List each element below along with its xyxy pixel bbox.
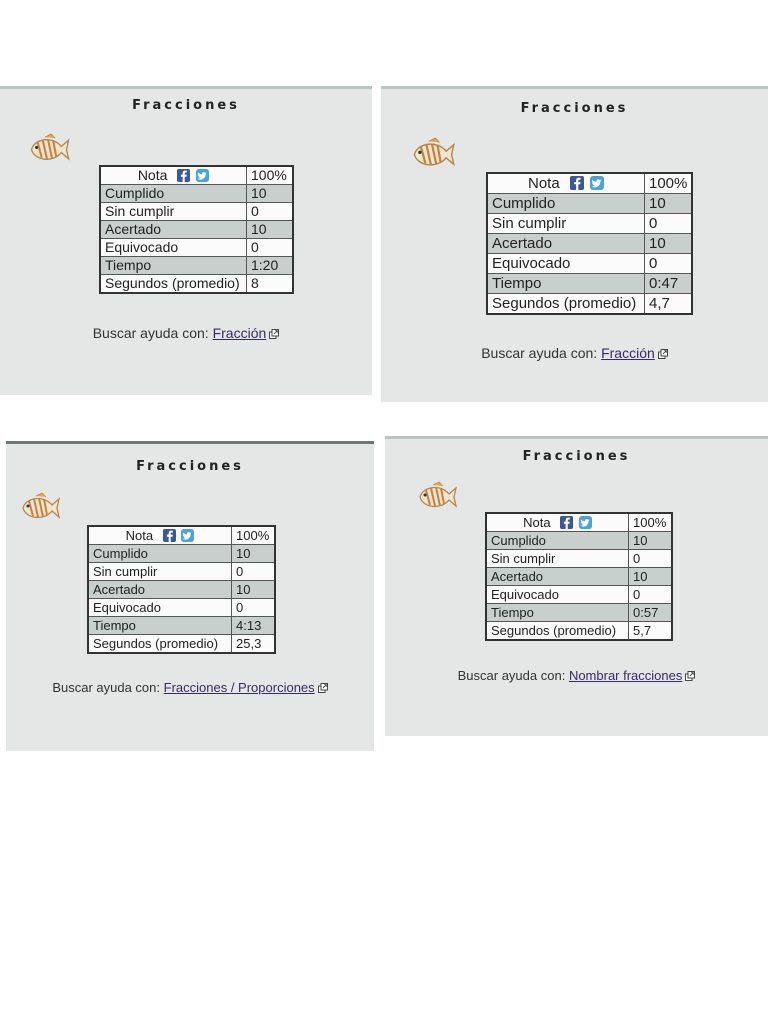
row-value: 5,7 [629,622,673,641]
row-value: 8 [247,275,294,294]
row-value: 0 [232,599,276,617]
result-card-1 [0,86,372,395]
row-value: 0 [232,563,276,581]
table-row [486,586,672,604]
table-header-row [486,513,672,532]
table-row [88,635,275,654]
score-value: 100% [629,513,673,532]
table-row [487,214,692,234]
row-label: Segundos (promedio) [88,635,232,654]
nota-header [486,513,629,532]
table-row [100,203,293,221]
table-row [487,294,692,315]
row-value: 0:57 [629,604,673,622]
row-value: 0 [645,254,693,274]
table-row [486,532,672,550]
card-title: Fracciones [132,98,240,113]
twitter-icon[interactable] [181,529,194,542]
table-row [486,622,672,641]
row-label: Segundos (promedio) [486,622,629,641]
nota-header [487,173,645,194]
row-label: Cumplido [88,545,232,563]
result-card-4 [385,436,768,736]
external-link-icon[interactable] [658,349,668,359]
help-link[interactable]: Fracción [601,345,655,361]
fish-icon [411,137,455,172]
row-value: 10 [629,532,673,550]
help-line [6,680,374,695]
row-label: Sin cumplir [487,214,645,234]
table-row [487,274,692,294]
result-card-2 [381,86,768,402]
row-value: 0 [247,203,294,221]
table-row [88,545,275,563]
table-row [100,257,293,275]
nota-label: Nota [527,174,560,192]
help-prefix: Buscar ayuda con: [92,325,209,341]
table-row [88,563,275,581]
table-row [88,617,275,635]
row-value: 10 [645,194,693,214]
row-value: 4:13 [232,617,276,635]
external-link-icon[interactable] [685,671,695,681]
row-value: 10 [232,581,276,599]
score-value: 100% [247,166,294,185]
fish-icon [417,481,457,513]
results-table [486,172,693,315]
row-value: 10 [629,568,673,586]
card-title: Fracciones [520,101,629,116]
row-value: 0 [629,550,673,568]
row-value: 10 [247,185,294,203]
help-line [381,345,768,361]
fish-icon [28,133,70,166]
row-label: Equivocado [88,599,232,617]
nota-label: Nota [137,167,168,184]
nota-label: Nota [125,527,154,543]
row-value: 0 [629,586,673,604]
card-title: Fracciones [522,449,631,464]
help-prefix: Buscar ayuda con: [481,345,598,361]
row-label: Segundos (promedio) [487,294,645,315]
table-row [486,550,672,568]
row-value: 4,7 [645,294,693,315]
table-row [100,221,293,239]
help-link[interactable]: Nombrar fracciones [568,668,683,683]
row-value: 10 [247,221,294,239]
help-line [0,325,372,341]
row-label: Cumplido [486,532,629,550]
table-row [88,599,275,617]
results-table [485,512,673,641]
row-label: Acertado [487,234,645,254]
help-prefix: Buscar ayuda con: [52,680,161,695]
table-header-row [100,166,293,185]
help-link[interactable]: Fracciones / Proporciones [163,680,315,695]
table-row [487,234,692,254]
results-table [87,525,276,654]
fish-icon [20,492,60,524]
nota-header [100,166,247,185]
row-label: Sin cumplir [486,550,629,568]
row-value: 10 [645,234,693,254]
table-row [100,239,293,257]
twitter-icon[interactable] [196,169,209,182]
table-row [100,275,293,294]
row-label: Tiempo [487,274,645,294]
row-value: 10 [232,545,276,563]
twitter-icon[interactable] [590,176,604,190]
row-label: Acertado [88,581,232,599]
external-link-icon[interactable] [318,683,328,693]
help-prefix: Buscar ayuda con: [457,668,566,683]
twitter-icon[interactable] [579,516,592,529]
nota-label: Nota [523,514,551,530]
score-value: 100% [645,173,693,194]
row-label: Acertado [100,221,247,239]
row-label: Sin cumplir [100,203,247,221]
facebook-icon[interactable] [560,516,573,529]
table-header-row [487,173,692,194]
row-label: Sin cumplir [88,563,232,581]
row-value: 0 [247,239,294,257]
table-row [487,254,692,274]
row-label: Acertado [486,568,629,586]
help-link[interactable]: Fracción [212,325,267,341]
row-label: Tiempo [486,604,629,622]
nota-header [88,526,232,545]
row-label: Equivocado [487,254,645,274]
table-row [88,581,275,599]
row-label: Segundos (promedio) [100,275,247,294]
table-row [486,604,672,622]
table-row [486,568,672,586]
row-label: Cumplido [100,185,247,203]
row-label: Tiempo [100,257,247,275]
row-label: Cumplido [487,194,645,214]
row-value: 0 [645,214,693,234]
row-label: Tiempo [88,617,232,635]
card-title: Fracciones [136,459,244,474]
help-line [385,668,768,683]
row-label: Equivocado [100,239,247,257]
table-header-row [88,526,275,545]
facebook-icon[interactable] [570,176,584,190]
external-link-icon[interactable] [269,329,279,339]
facebook-icon[interactable] [177,169,190,182]
row-value: 25,3 [232,635,276,654]
table-row [100,185,293,203]
result-card-3 [6,441,374,751]
facebook-icon[interactable] [163,529,176,542]
score-value: 100% [232,526,276,545]
results-table [99,165,294,294]
row-label: Equivocado [486,586,629,604]
row-value: 1:20 [247,257,294,275]
table-row [487,194,692,214]
row-value: 0:47 [645,274,693,294]
